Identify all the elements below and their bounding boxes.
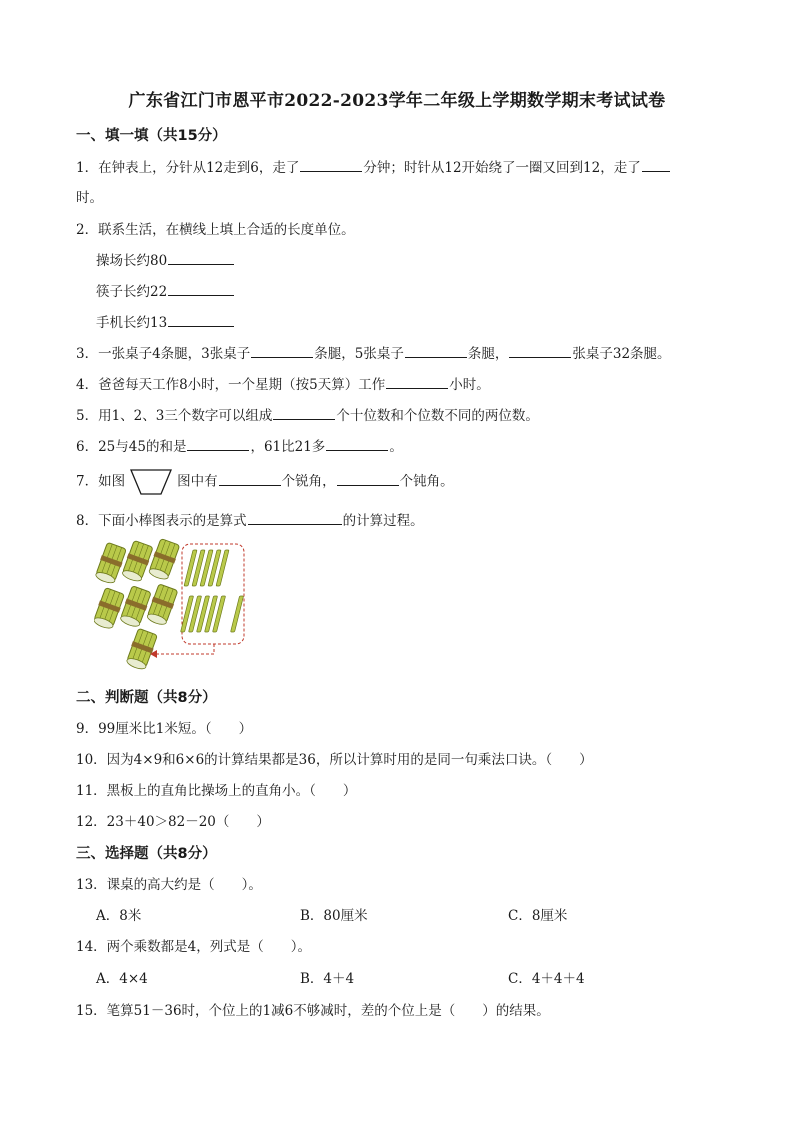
q14-option-a[interactable]: A．4×4 — [96, 971, 148, 987]
q13-option-b[interactable]: B．80厘米 — [300, 908, 368, 924]
q2-item-3-text: 手机长约13 — [96, 315, 168, 331]
q4-text-a: 4．爸爸每天工作8小时，一个星期（按5天算）工作 — [76, 377, 386, 393]
q3-text-d: 张桌子32条腿。 — [572, 346, 671, 362]
q8-text-b: 的计算过程。 — [342, 513, 424, 529]
page-title: 广东省江门市恩平市2022-2023学年二年级上学期数学期末考试试卷 — [128, 91, 666, 111]
q2-blank-1[interactable] — [168, 250, 234, 265]
question-1 — [76, 156, 671, 176]
q4-text-b: 小时。 — [449, 377, 490, 393]
section-true-false: 二、判断题（共8分） — [76, 690, 217, 706]
question-9[interactable]: 9．99厘米比1米短。（ ） — [76, 721, 253, 737]
q7-text-b: 图中有 — [177, 473, 218, 490]
q3-blank-1[interactable] — [251, 343, 313, 358]
trapezoid-figure — [129, 468, 173, 496]
q2-item-3 — [96, 311, 235, 331]
question-6 — [76, 435, 403, 455]
q6-text-b: ，61比21多 — [250, 439, 326, 455]
question-7 — [76, 468, 454, 496]
section-multiple-choice: 三、选择题（共8分） — [76, 846, 217, 862]
q2-item-2 — [96, 280, 235, 300]
q4-blank[interactable] — [386, 374, 448, 389]
q3-text-c: 条腿， — [467, 346, 509, 362]
q3-blank-2[interactable] — [405, 343, 467, 358]
q1-text-c: 时。 — [76, 190, 103, 206]
question-10[interactable]: 10．因为4×9和6×6的计算结果都是36，所以计算时用的是同一句乘法口诀。（ ） — [76, 752, 593, 768]
q6-blank-1[interactable] — [187, 436, 249, 451]
question-3 — [76, 342, 671, 362]
q6-blank-2[interactable] — [326, 436, 388, 451]
q6-text-c: 。 — [389, 439, 403, 455]
q13-option-c[interactable]: C．8厘米 — [508, 908, 568, 924]
question-11[interactable]: 11．黑板上的直角比操场上的直角小。（ ） — [76, 783, 357, 799]
question-8 — [76, 509, 424, 529]
q6-text-a: 6．25与45的和是 — [76, 439, 187, 455]
question-14: 14．两个乘数都是4，列式是（ ）。 — [76, 939, 312, 955]
question-15: 15．笔算51－36时，个位上的1减6不够减时，差的个位上是（ ）的结果。 — [76, 1003, 550, 1019]
q2-blank-3[interactable] — [168, 312, 234, 327]
q1-text-a: 1．在钟表上，分针从12走到6，走了 — [76, 160, 300, 176]
q2-item-2-text: 筷子长约22 — [96, 284, 168, 300]
stick-bundles-illustration — [94, 538, 254, 670]
q1-blank-1[interactable] — [300, 157, 362, 172]
q8-blank[interactable] — [248, 510, 342, 525]
q14-option-b[interactable]: B．4＋4 — [300, 971, 355, 987]
q3-blank-3[interactable] — [509, 343, 571, 358]
q7-text-c: 个锐角， — [281, 473, 336, 490]
q3-text-b: 条腿，5张桌子 — [314, 346, 404, 362]
q13-option-a[interactable]: A．8米 — [96, 908, 142, 924]
q7-text-d: 个钝角。 — [399, 473, 454, 490]
section-fill-in: 一、填一填（共15分） — [76, 128, 227, 144]
q5-blank[interactable] — [273, 405, 335, 420]
question-2: 2．联系生活，在横线上填上合适的长度单位。 — [76, 222, 355, 238]
q2-blank-2[interactable] — [168, 281, 234, 296]
q7-text-a: 7．如图 — [76, 473, 126, 490]
question-4 — [76, 373, 490, 393]
q2-item-1-text: 操场长约80 — [96, 253, 168, 269]
q1-blank-2[interactable] — [642, 157, 670, 172]
q3-text-a: 3．一张桌子4条腿，3张桌子 — [76, 346, 251, 362]
q1-text-b: 分钟；时针从12开始绕了一圈又回到12，走了 — [363, 160, 641, 176]
question-12[interactable]: 12．23＋40＞82－20（ ） — [76, 814, 270, 830]
q5-text-a: 5．用1、2、3三个数字可以组成 — [76, 408, 273, 424]
q14-option-c[interactable]: C．4＋4＋4 — [508, 971, 585, 987]
q5-text-b: 个十位数和个位数不同的两位数。 — [336, 408, 539, 424]
question-5 — [76, 404, 539, 424]
q7-blank-2[interactable] — [337, 471, 399, 486]
q2-item-1 — [96, 249, 235, 269]
q7-blank-1[interactable] — [219, 471, 281, 486]
q8-text-a: 8．下面小棒图表示的是算式 — [76, 513, 247, 529]
question-13: 13．课桌的高大约是（ ）。 — [76, 877, 262, 893]
